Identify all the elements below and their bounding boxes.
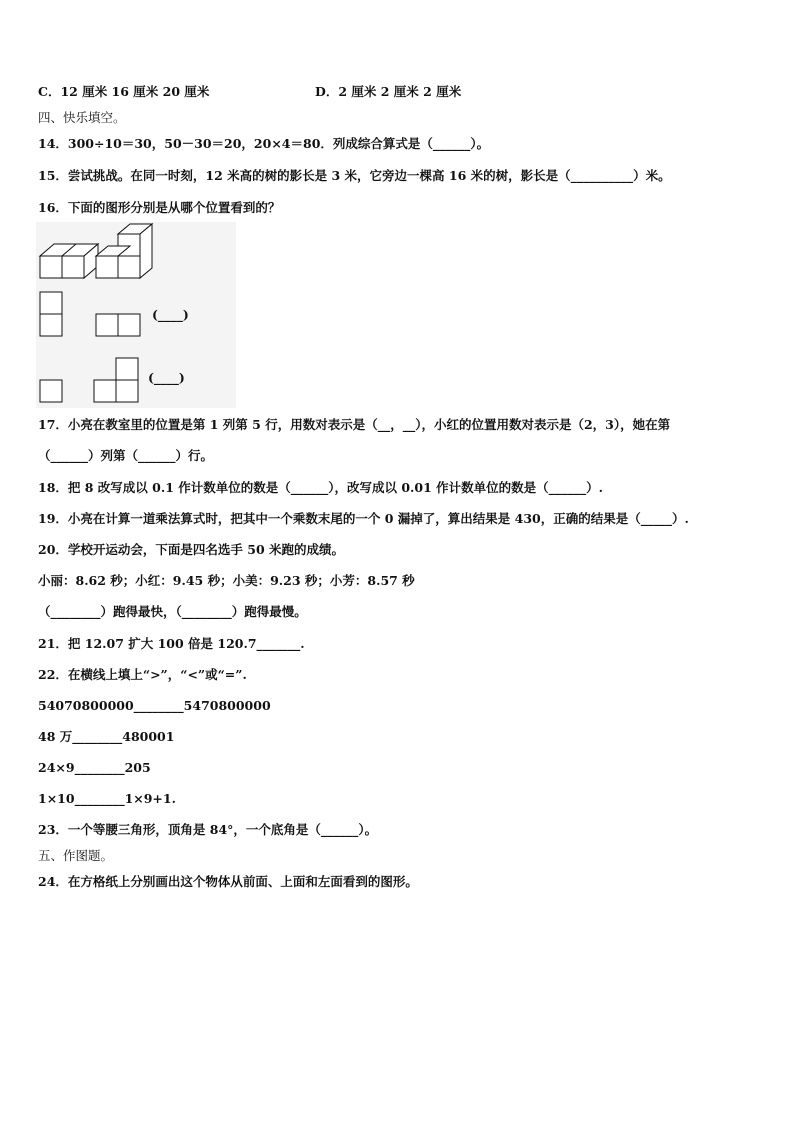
option-c: C．12 厘米 16 厘米 20 厘米: [38, 84, 210, 99]
question-21: 21．把 12.07 扩大 100 倍是 120.7_______.: [38, 636, 305, 651]
section-4-heading: 四、快乐填空。: [38, 110, 126, 125]
question-22-item-3: 24×9________205: [38, 760, 151, 775]
view-vertical-stack: [40, 292, 62, 336]
question-19: 19．小亮在计算一道乘法算式时，把其中一个乘数末尾的一个 0 漏掉了，算出结果是 430，正确的结果是（_____）.: [38, 511, 689, 526]
view-single-square: [40, 380, 62, 402]
figure-answer-blank-1: (____): [152, 307, 189, 322]
question-20: 20．学校开运动会，下面是四名选手 50 米跑的成绩。: [38, 542, 344, 557]
question-24: 24．在方格纸上分别画出这个物体从前面、上面和左面看到的图形。: [38, 874, 418, 889]
figure-answer-blank-2: (____): [148, 370, 185, 385]
view-horizontal-pair: [96, 314, 140, 336]
question-17-line-2: （______）列第（______）行。: [38, 448, 214, 463]
section-5-heading: 五、作图题。: [38, 848, 114, 863]
option-d: D．2 厘米 2 厘米 2 厘米: [315, 84, 462, 99]
question-23: 23．一个等腰三角形，顶角是 84°，一个底角是（______）。: [38, 822, 378, 837]
question-20-times: 小丽：8.62 秒；小红：9.45 秒；小美：9.23 秒；小芳：8.57 秒: [38, 573, 415, 588]
question-17-line-1: 17．小亮在教室里的位置是第 1 列第 5 行，用数对表示是（__，__），小红的位置用数对表示是（2，3），她在第: [38, 417, 671, 432]
question-22: 22．在横线上填上“>”，“<”或“=”.: [38, 667, 247, 682]
question-22-item-4: 1×10________1×9+1.: [38, 791, 176, 806]
question-20-answers: （________）跑得最快，（________）跑得最慢。: [38, 604, 307, 619]
question-22-item-2: 48 万________480001: [38, 729, 175, 744]
question-18: 18．把 8 改写成以 0.1 作计数单位的数是（______），改写成以 0.01 作计数单位的数是（______）.: [38, 480, 603, 495]
question-14: 14．300÷10＝30，50－30＝20，20×4＝80．列成综合算式是（______）。: [38, 136, 490, 151]
question-22-item-1: 54070800000________5470800000: [38, 698, 271, 713]
three-d-view-a: [40, 244, 98, 278]
question-16: 16．下面的图形分别是从哪个位置看到的？: [38, 200, 281, 215]
question-15: 15．尝试挑战。在同一时刻，12 米高的树的影长是 3 米，它旁边一棵高 16 米的树，影长是（__________）米。: [38, 168, 671, 183]
question-16-figure: [36, 222, 236, 408]
